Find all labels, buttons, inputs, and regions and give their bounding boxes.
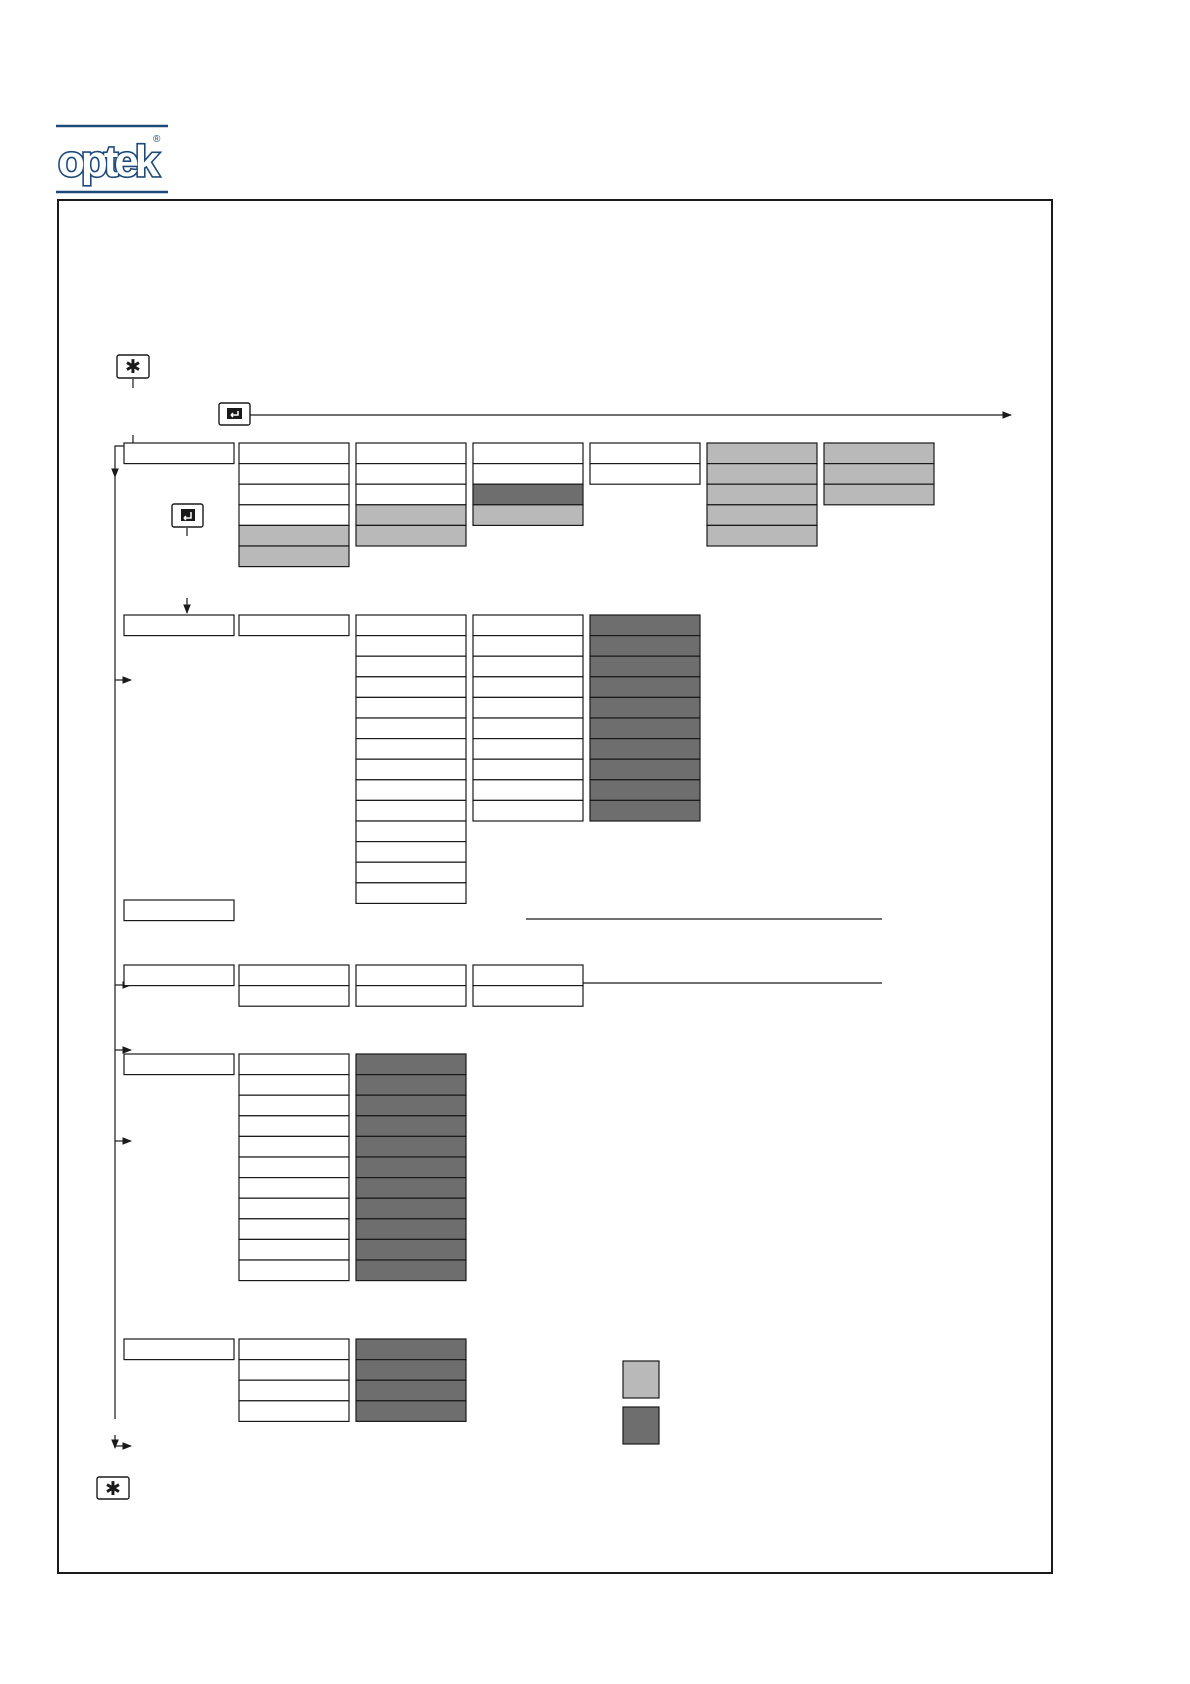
menu-box xyxy=(356,718,466,739)
menu-box xyxy=(239,1095,349,1116)
menu-box xyxy=(239,443,349,464)
menu-box xyxy=(473,697,583,718)
menu-box xyxy=(356,1116,466,1137)
menu-box xyxy=(356,965,466,986)
menu-box xyxy=(473,759,583,780)
menu-box xyxy=(239,615,349,636)
menu-box xyxy=(590,739,700,760)
menu-box xyxy=(239,1198,349,1219)
menu-box xyxy=(707,525,817,546)
menu-box xyxy=(707,505,817,526)
menu-box xyxy=(824,464,934,485)
menu-box xyxy=(590,800,700,821)
menu-box xyxy=(356,1198,466,1219)
menu-box xyxy=(473,636,583,657)
menu-box xyxy=(356,800,466,821)
menu-box xyxy=(356,1360,466,1381)
menu-box xyxy=(356,1219,466,1240)
return-key-icon xyxy=(219,403,250,425)
menu-box xyxy=(473,505,583,526)
menu-box xyxy=(356,759,466,780)
menu-box xyxy=(590,615,700,636)
menu-box xyxy=(473,484,583,505)
diagram-frame xyxy=(57,199,1053,1574)
menu-box xyxy=(590,636,700,657)
menu-box xyxy=(239,1401,349,1422)
menu-box xyxy=(239,1339,349,1360)
menu-box xyxy=(239,1260,349,1281)
menu-box xyxy=(356,821,466,842)
menu-box xyxy=(356,1054,466,1075)
menu-box xyxy=(356,1239,466,1260)
menu-box xyxy=(239,505,349,526)
menu-box xyxy=(473,677,583,698)
menu-box xyxy=(239,986,349,1007)
svg-text:✱: ✱ xyxy=(125,356,141,378)
menu-box xyxy=(473,615,583,636)
svg-text:✱: ✱ xyxy=(105,1478,121,1500)
menu-box xyxy=(239,1380,349,1401)
legend-swatch-dark xyxy=(623,1407,659,1444)
legend-swatch-light xyxy=(623,1361,659,1398)
menu-box xyxy=(707,484,817,505)
menu-diagram xyxy=(59,201,1051,1572)
menu-group-4 xyxy=(124,965,583,1006)
menu-box xyxy=(356,1178,466,1199)
menu-box xyxy=(356,1157,466,1178)
menu-box xyxy=(590,718,700,739)
menu-box xyxy=(124,965,234,986)
menu-box xyxy=(239,546,349,567)
menu-box xyxy=(590,464,700,485)
menu-box xyxy=(124,443,234,464)
menu-boxes xyxy=(124,443,934,1421)
star-key-icon xyxy=(97,1477,129,1500)
menu-box xyxy=(124,615,234,636)
menu-box xyxy=(590,780,700,801)
menu-group-6 xyxy=(124,1339,466,1421)
menu-box xyxy=(590,443,700,464)
menu-box xyxy=(239,1054,349,1075)
menu-box xyxy=(356,505,466,526)
menu-group-3 xyxy=(124,900,234,921)
menu-box xyxy=(239,1075,349,1096)
enter-key-icon xyxy=(172,504,203,527)
menu-box xyxy=(239,464,349,485)
menu-box xyxy=(356,883,466,904)
menu-box xyxy=(356,842,466,863)
menu-box xyxy=(473,656,583,677)
menu-box xyxy=(356,986,466,1007)
menu-box xyxy=(356,739,466,760)
menu-box xyxy=(590,656,700,677)
menu-box xyxy=(356,1136,466,1157)
menu-box xyxy=(239,1157,349,1178)
menu-box xyxy=(356,780,466,801)
menu-box xyxy=(473,780,583,801)
menu-box xyxy=(824,484,934,505)
menu-box xyxy=(124,900,234,921)
menu-box xyxy=(239,1178,349,1199)
menu-box xyxy=(473,800,583,821)
menu-box xyxy=(239,484,349,505)
menu-group-1 xyxy=(124,443,934,567)
menu-box xyxy=(824,443,934,464)
menu-box xyxy=(473,718,583,739)
menu-box xyxy=(590,677,700,698)
menu-box xyxy=(356,1401,466,1422)
menu-box xyxy=(356,1339,466,1360)
menu-box xyxy=(473,965,583,986)
menu-box xyxy=(590,759,700,780)
menu-box xyxy=(707,464,817,485)
menu-box xyxy=(356,1075,466,1096)
menu-box xyxy=(356,1260,466,1281)
menu-box xyxy=(239,965,349,986)
menu-box xyxy=(707,443,817,464)
svg-text:®: ® xyxy=(153,134,161,145)
menu-box xyxy=(473,739,583,760)
menu-box xyxy=(239,1136,349,1157)
menu-box xyxy=(590,697,700,718)
menu-box xyxy=(356,656,466,677)
menu-box xyxy=(124,1339,234,1360)
menu-box xyxy=(356,697,466,718)
menu-box xyxy=(356,464,466,485)
menu-box xyxy=(473,464,583,485)
menu-box xyxy=(356,443,466,464)
menu-box xyxy=(356,1095,466,1116)
optek-logo xyxy=(56,124,168,194)
menu-box xyxy=(356,862,466,883)
menu-box xyxy=(124,1054,234,1075)
menu-box xyxy=(356,1380,466,1401)
menu-box xyxy=(356,525,466,546)
menu-box xyxy=(239,525,349,546)
legend xyxy=(623,1361,659,1444)
svg-text:optek: optek xyxy=(58,137,156,186)
menu-group-5 xyxy=(124,1054,466,1281)
menu-box xyxy=(239,1219,349,1240)
menu-box xyxy=(239,1239,349,1260)
menu-box xyxy=(473,443,583,464)
menu-box xyxy=(473,986,583,1007)
menu-box xyxy=(356,484,466,505)
menu-box xyxy=(239,1116,349,1137)
menu-group-2 xyxy=(124,615,700,903)
menu-box xyxy=(356,636,466,657)
menu-box xyxy=(356,677,466,698)
menu-box xyxy=(356,615,466,636)
menu-box xyxy=(239,1360,349,1381)
star-key-icon xyxy=(117,355,149,378)
